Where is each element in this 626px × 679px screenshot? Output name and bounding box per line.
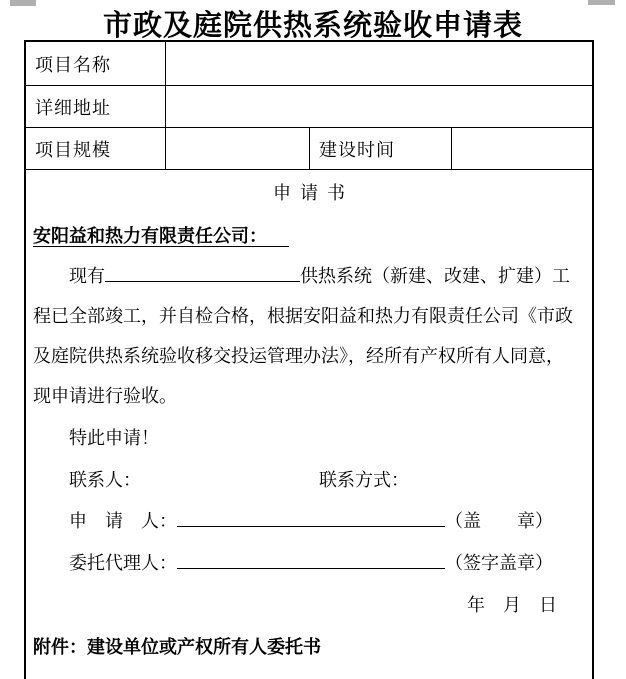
project-name-value[interactable]	[166, 42, 592, 85]
date-line: 年 月 日	[467, 595, 557, 615]
application-heading: 申请书	[273, 183, 354, 203]
paragraph-line-2: 程已全部竣工，并自检合格，根据安阳益和热力有限责任公司《市政	[33, 306, 573, 326]
paragraph-line-1	[33, 256, 585, 296]
construction-time-value[interactable]	[452, 128, 592, 169]
agent-label: 委托代理人：	[69, 553, 177, 573]
heating-system-name-blank[interactable]	[105, 262, 300, 282]
recipient-line	[33, 216, 585, 256]
project-scale-label: 项目规模	[26, 128, 166, 169]
contact-person-label: 联系人：	[69, 470, 141, 490]
construction-time-label: 建设时间	[310, 128, 452, 169]
agent-seal-label: （签字盖章）	[445, 553, 553, 573]
contact-method-label: 联系方式：	[319, 470, 409, 490]
project-name-row	[26, 42, 592, 86]
para-line1-pre: 现有	[69, 266, 105, 286]
address-row	[26, 86, 592, 128]
applicant-seal-label: （盖 章）	[445, 511, 553, 531]
closing-line: 特此申请！	[69, 428, 159, 448]
project-name-label: 项目名称	[26, 42, 166, 85]
para-line1-post: 供热系统（新建、改建、扩建）工	[300, 266, 570, 286]
recipient-name: 安阳益和热力有限责任公司：	[33, 226, 289, 247]
applicant-label: 申 请 人：	[69, 511, 177, 531]
agent-signature-blank[interactable]	[177, 549, 445, 569]
address-label: 详细地址	[26, 86, 166, 127]
attachment-note: 附件：建设单位或产权所有人委托书	[33, 637, 321, 657]
paragraph-line-4: 现申请进行验收。	[33, 386, 177, 406]
address-value[interactable]	[166, 86, 592, 127]
project-scale-value[interactable]	[166, 128, 310, 169]
applicant-line	[33, 500, 585, 542]
scale-time-row	[26, 128, 592, 170]
applicant-signature-blank[interactable]	[177, 507, 445, 527]
contact-line	[33, 460, 585, 500]
agent-line	[33, 542, 585, 584]
application-body-cell	[26, 170, 592, 679]
form-title: 市政及庭院供热系统验收申请表	[102, 10, 523, 42]
paragraph-line-3: 及庭院供热系统验收移交投运管理办法》，经所有产权所有人同意，	[33, 346, 564, 366]
application-form-table	[24, 40, 594, 679]
